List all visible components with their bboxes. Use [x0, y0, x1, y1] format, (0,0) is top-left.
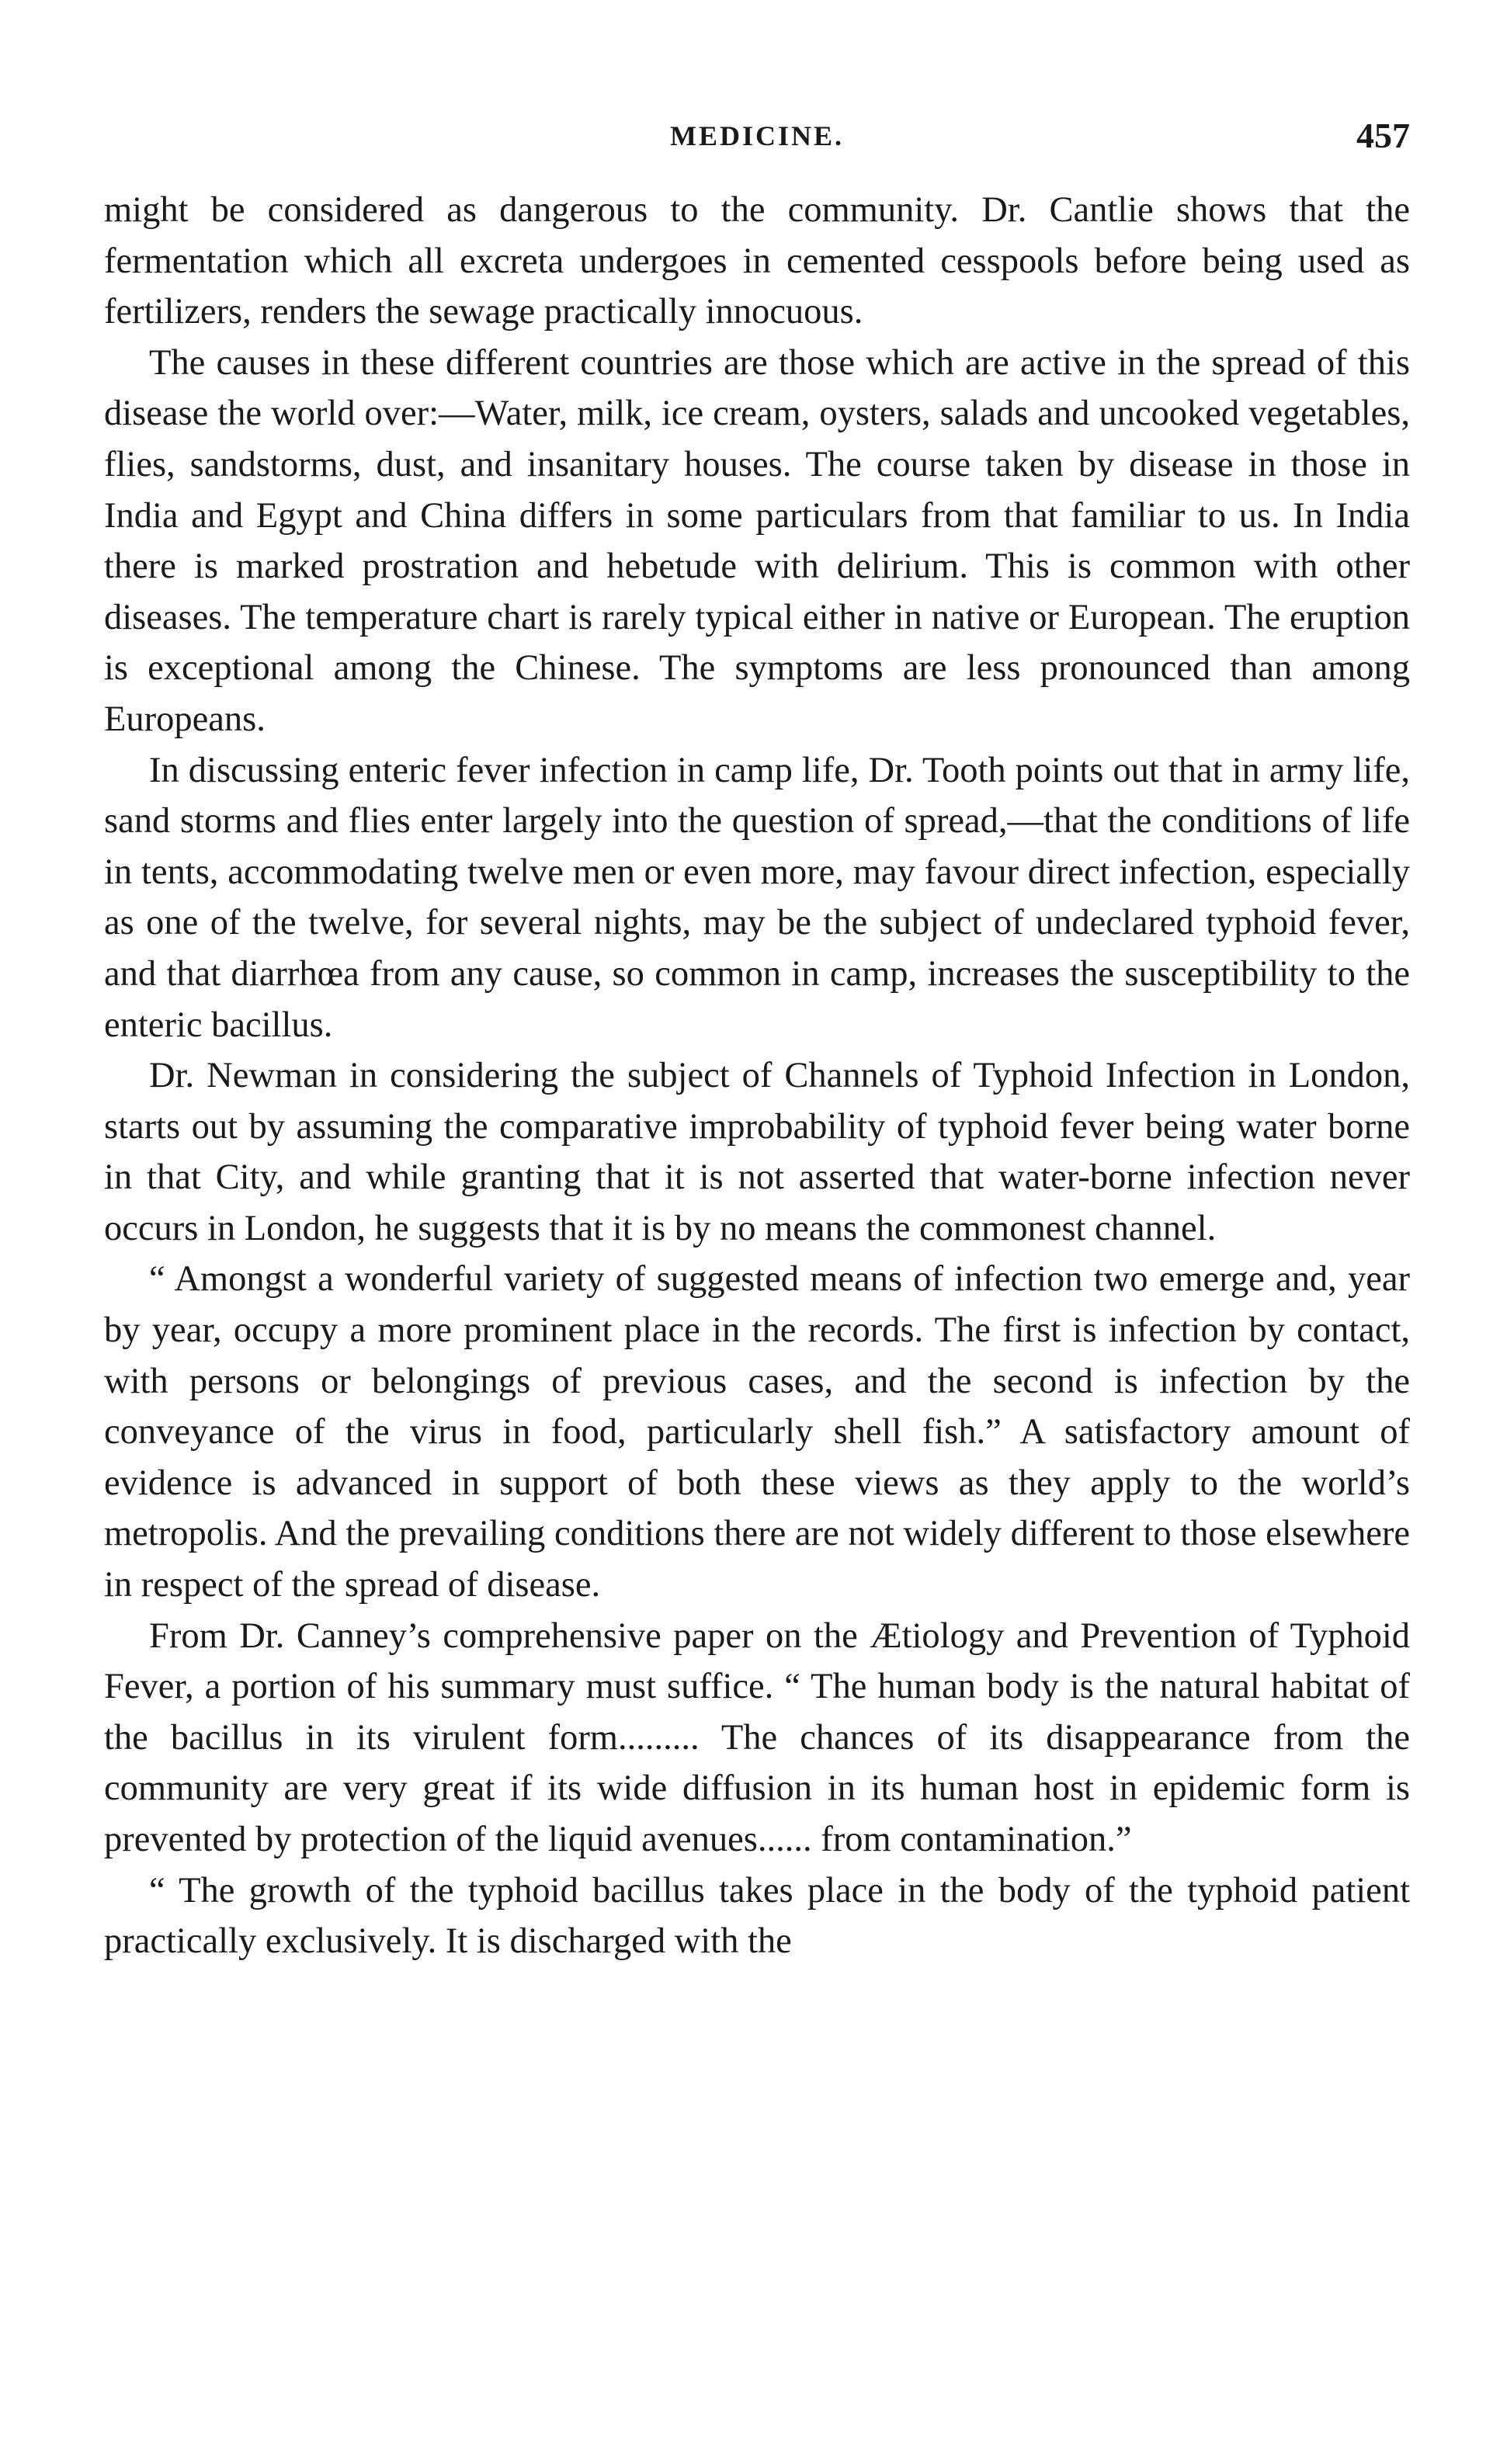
- running-title: MEDICINE.: [669, 120, 844, 151]
- paragraph-camp-life: In discussing enteric fever infection in camp life, Dr. Tooth points out that in army life, sand storms and flies enter largely into the question of spread,—that the conditions of life in tents, accommodating twelve men or even more, may favour direct infection, especially as one of the twelve, for several nights, may be the subject of undeclared typhoid fever, and that diarrhœa from any cause, so common in camp, increases the susceptibility to the enteric bacillus.: [104, 750, 1410, 1045]
- paragraph-newman: Dr. Newman in considering the subject of Channels of Typhoid Infection in London, starts out by assuming the comparative improbability of typhoid fever being water borne in that City, and while granting that it is not asserted that water-borne infection never occurs in London, he suggests that it is by no means the commonest channel.: [104, 1056, 1410, 1248]
- page-number: 457: [1356, 116, 1410, 155]
- paragraph-canney: From Dr. Canney’s comprehensive paper on the Ætiology and Prevention of Typhoid Fever, a portion of his summary must suffice. “ The human body is the natural habitat of the bacillus in its virulent form......... The chances of its disappearance from the community are very great if its wide diffusion in its human host in epidemic form is prevented by protection of the liquid avenues...... from contamination.”: [104, 1615, 1410, 1859]
- paragraph-growth: “ The growth of the typhoid bacillus takes place in the body of the typhoid patient practically exclusively. It is discharged with the: [104, 1870, 1410, 1962]
- body-text: [104, 185, 1410, 1967]
- paragraph-continued: might be considered as dangerous to the community. Dr. Cantlie shows that the fermentation which all excreta undergoes in cemented cesspools before being used as fertilizers, renders the sewage practically innocuous.: [104, 190, 1410, 332]
- paragraph-causes: The causes in these different countries are those which are active in the spread of this disease the world over:—Water, milk, ice cream, oysters, salads and uncooked vegetables, flies, sandstorms, dust, and insanitary houses. The course taken by disease in those in India and Egypt and China differs in some particulars from that familiar to us. In India there is marked prostration and hebetude with delirium. This is common with other diseases. The temperature chart is rarely typical either in native or European. The eruption is exceptional among the Chinese. The symptoms are less pronounced than among Europeans.: [104, 342, 1410, 739]
- paragraph-quotation: “ Amongst a wonderful variety of suggested means of infection two emerge and, year by year, occupy a more prominent place in the records. The first is infection by contact, with persons or belongings of previous cases, and the second is infection by the conveyance of the virus in food, particularly shell fish.” A satisfactory amount of evidence is advanced in support of both these views as they apply to the world’s metropolis. And the prevailing conditions there are not widely different to those elsewhere in respect of the spread of disease.: [104, 1259, 1410, 1605]
- running-head: [104, 115, 1410, 161]
